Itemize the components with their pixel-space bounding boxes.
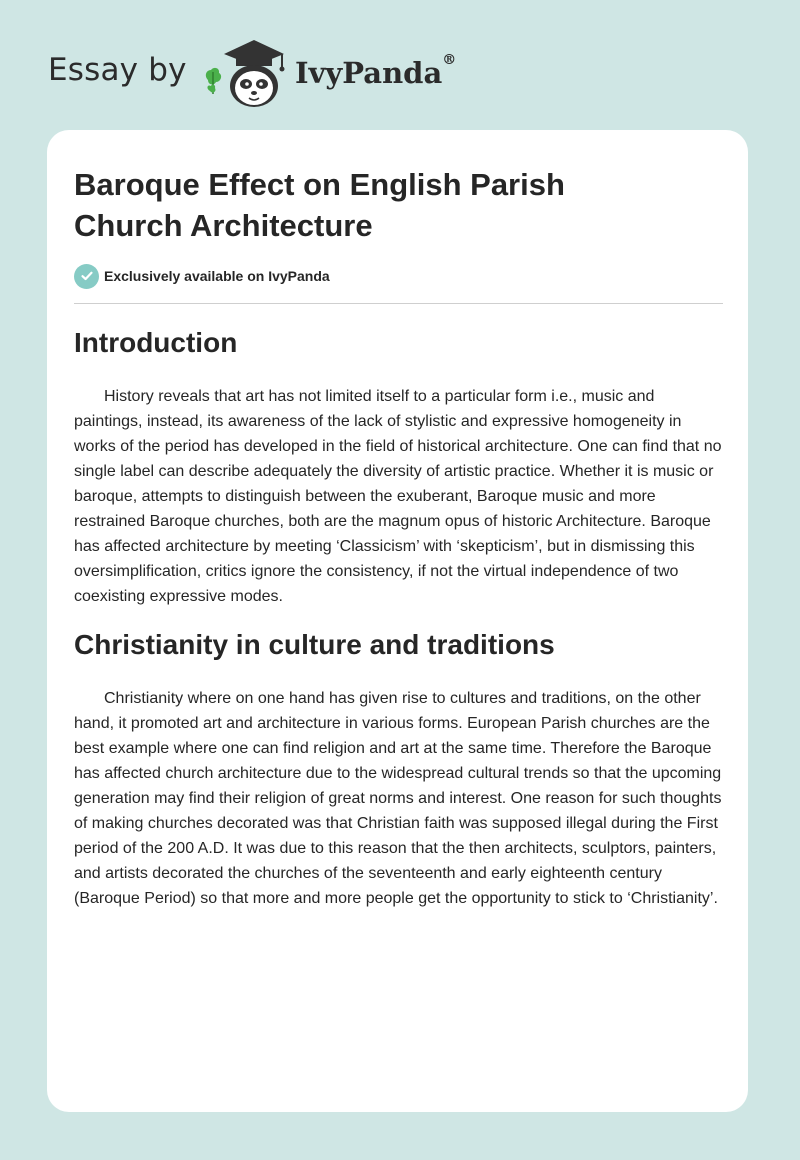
brand-name[interactable] <box>295 52 457 90</box>
essay-card <box>47 130 748 1112</box>
title-divider <box>74 303 723 304</box>
brand-text: IvyPanda <box>295 56 443 90</box>
section-heading-introduction: Introduction <box>74 327 238 358</box>
site-header <box>48 36 508 112</box>
panda-logo-icon[interactable] <box>202 36 290 110</box>
section-heading-christianity: Christianity in culture and traditions <box>74 629 555 660</box>
ivy-leaf-icon <box>206 68 221 94</box>
essay-title: Baroque Effect on English Parish Church Architecture <box>74 167 565 243</box>
registered-mark: ® <box>442 52 457 68</box>
exclusive-badge <box>74 263 330 289</box>
badge-text: Exclusively available on IvyPanda <box>104 268 330 284</box>
section-paragraph-christianity: Christianity where on one hand has given rise to cultures and traditions, on the other hand, it promoted art and architecture in various forms. European Parish churches are the best example where one can find religion and art at the same time. Therefore the Baroque has affected church architecture due to the widespread cultural trends so that the upcoming generation may find their religion of great norms and interest. One reason for such thoughts of making churches decorated was that Christian faith was supposed illegal during the First period of the 200 A.D. It was due to this reason that the then architects, sculptors, painters, and artists decorated the churches of the seventeenth and early eighteenth century (Baroque Period) so that more and more people get the opportunity to stick to ‘Christianity’. <box>74 690 722 907</box>
essay-by-label: Essay by <box>48 52 187 88</box>
section-paragraph-introduction: History reveals that art has not limited itself to a particular form i.e., music and paintings, instead, its awareness of the lack of stylistic and expressive homogeneity in works of the period has developed in the field of historical architecture. One can find that no single label can describe adequately the diversity of artistic practice. Whether it is music or baroque, attempts to distinguish between the exuberant, Baroque music and more restrained Baroque churches, both are the magnum opus of historic Architecture. Baroque has affected architecture by meeting ‘Classicism’ with ‘skepticism’, but in dismissing this oversimplification, critics ignore the consistency, if not the virtual independence of two coexisting expressive modes. <box>74 388 722 605</box>
check-circle-icon <box>74 264 99 289</box>
